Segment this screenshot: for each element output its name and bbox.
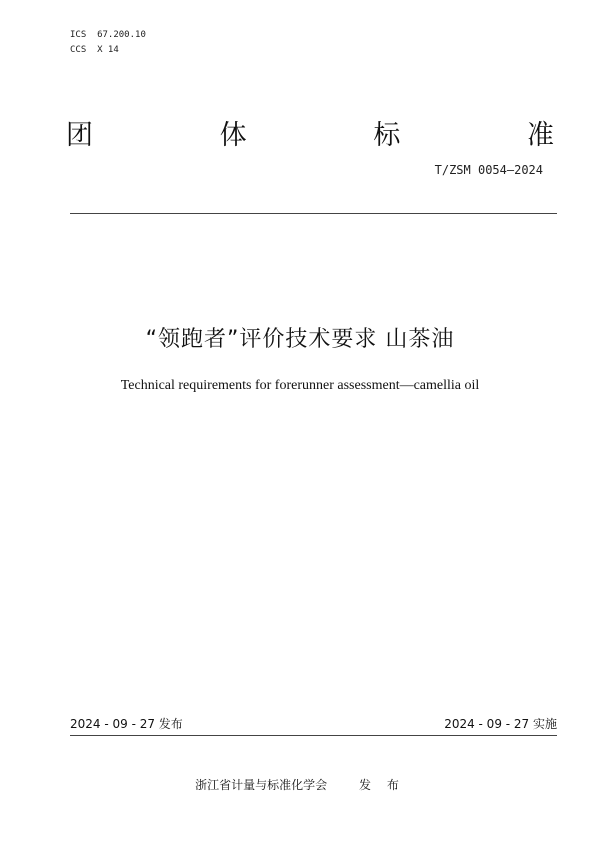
publisher-action: 发 布 <box>359 778 405 792</box>
header-divider <box>70 213 557 214</box>
publisher-name: 浙江省计量与标准化学会 <box>195 778 328 792</box>
footer-divider <box>70 735 557 736</box>
ccs-code: CCS X 14 <box>70 45 119 55</box>
document-title-english: Technical requirements for forerunner assessment—camellia oil <box>120 378 480 393</box>
implementation-date: 2024 - 09 - 27 实施 <box>444 717 557 731</box>
publish-date: 2024 - 09 - 27 发布 <box>70 717 183 731</box>
document-title-chinese: “领跑者”评价技术要求 山茶油 <box>145 327 455 352</box>
standard-type-char-3: 标 <box>373 119 401 151</box>
classification-codes <box>70 28 146 58</box>
standard-type-heading <box>66 112 554 152</box>
standard-type-char-1: 团 <box>66 119 93 151</box>
standard-type-char-4: 准 <box>526 119 554 151</box>
publisher-line <box>0 776 600 793</box>
standard-number: T/ZSM 0054—2024 <box>434 163 543 177</box>
standard-type-char-2: 体 <box>219 119 247 151</box>
ics-code: ICS 67.200.10 <box>70 30 146 40</box>
